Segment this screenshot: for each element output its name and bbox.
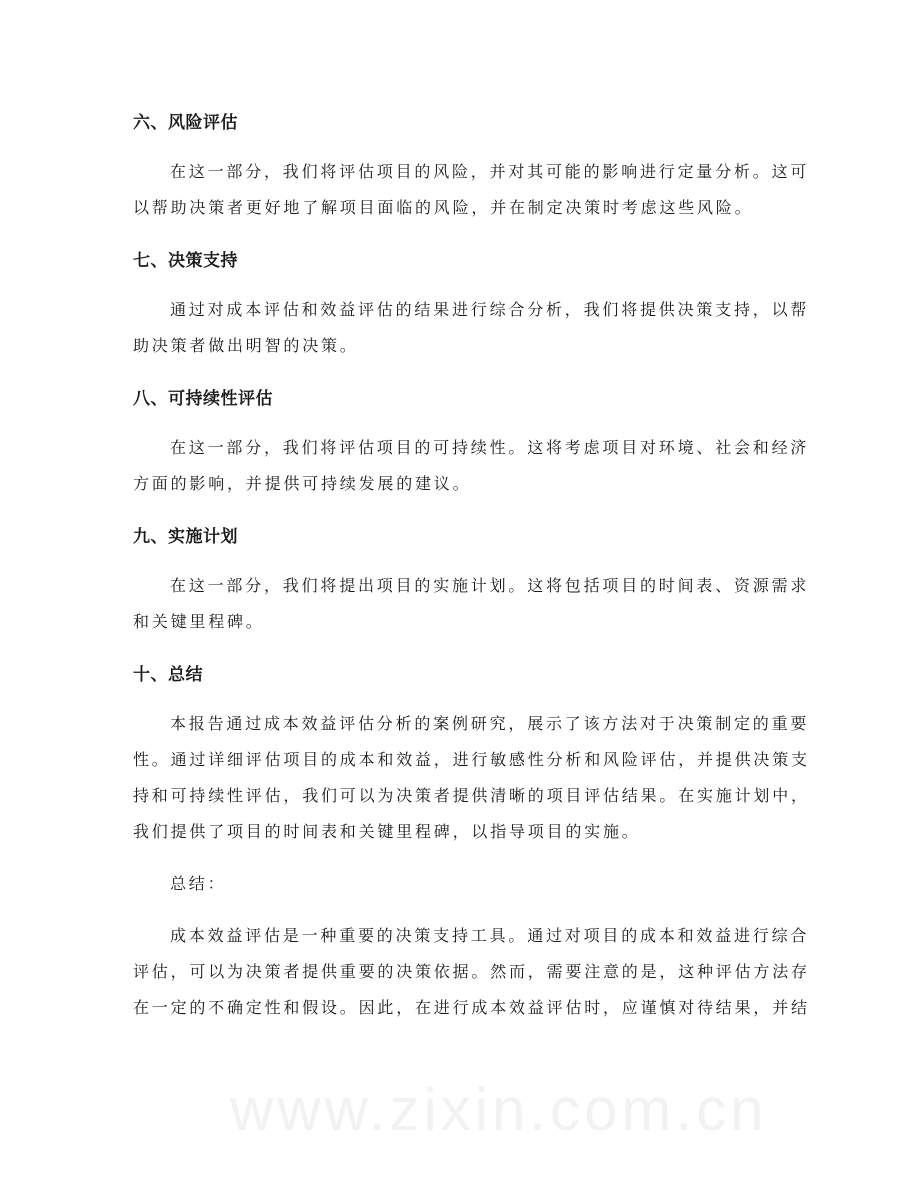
summary-label-paragraph — [133, 866, 795, 902]
text-line: 在这一部分，我们将评估项目的可持续性。这将考虑项目对环境、社会和经济 — [170, 438, 810, 457]
text-line: 助决策者做出明智的决策。 — [133, 336, 359, 355]
text-line: 持和可持续性评估，我们可以为决策者提供清晰的项目评估结果。在实施计划中， — [133, 786, 810, 805]
text-line: 通过对成本评估和效益评估的结果进行综合分析，我们将提供决策支持，以帮 — [170, 300, 810, 319]
section-heading-8: 八、可持续性评估 — [133, 389, 273, 409]
section-paragraph-10 — [133, 706, 810, 850]
text-line: 和关键里程碑。 — [133, 612, 265, 631]
document-page — [133, 105, 810, 1026]
section-paragraph-9 — [133, 568, 810, 640]
text-line: 成本效益评估是一种重要的决策支持工具。通过对项目的成本和效益进行综合 — [170, 926, 810, 945]
section-heading-7: 七、决策支持 — [133, 251, 238, 271]
summary-label: 总结： — [170, 874, 227, 893]
section-heading-10: 十、总结 — [133, 665, 203, 685]
text-line: 在一定的不确定性和假设。因此，在进行成本效益评估时，应谨慎对待结果，并结 — [133, 998, 810, 1017]
text-line: 性。通过详细评估项目的成本和效益，进行敏感性分析和风险评估，并提供决策支 — [133, 750, 810, 769]
section-paragraph-7 — [133, 292, 810, 364]
text-line: 评估，可以为决策者提供重要的决策依据。然而，需要注意的是，这种评估方法存 — [133, 962, 810, 981]
text-line: 在这一部分，我们将评估项目的风险，并对其可能的影响进行定量分析。这可 — [170, 162, 810, 181]
summary-paragraph — [133, 918, 810, 1026]
section-heading-6: 六、风险评估 — [133, 113, 238, 133]
section-heading-9: 九、实施计划 — [133, 527, 238, 547]
watermark: www.zixin.com.cn — [230, 1076, 768, 1143]
section-paragraph-6 — [133, 154, 810, 226]
text-line: 方面的影响，并提供可持续发展的建议。 — [133, 474, 472, 493]
text-line: 本报告通过成本效益评估分析的案例研究，展示了该方法对于决策制定的重要 — [170, 714, 810, 733]
text-line: 我们提供了项目的时间表和关键里程碑，以指导项目的实施。 — [133, 822, 641, 841]
text-line: 以帮助决策者更好地了解项目面临的风险，并在制定决策时考虑这些风险。 — [133, 198, 754, 217]
text-line: 在这一部分，我们将提出项目的实施计划。这将包括项目的时间表、资源需求 — [170, 576, 810, 595]
section-paragraph-8 — [133, 430, 810, 502]
